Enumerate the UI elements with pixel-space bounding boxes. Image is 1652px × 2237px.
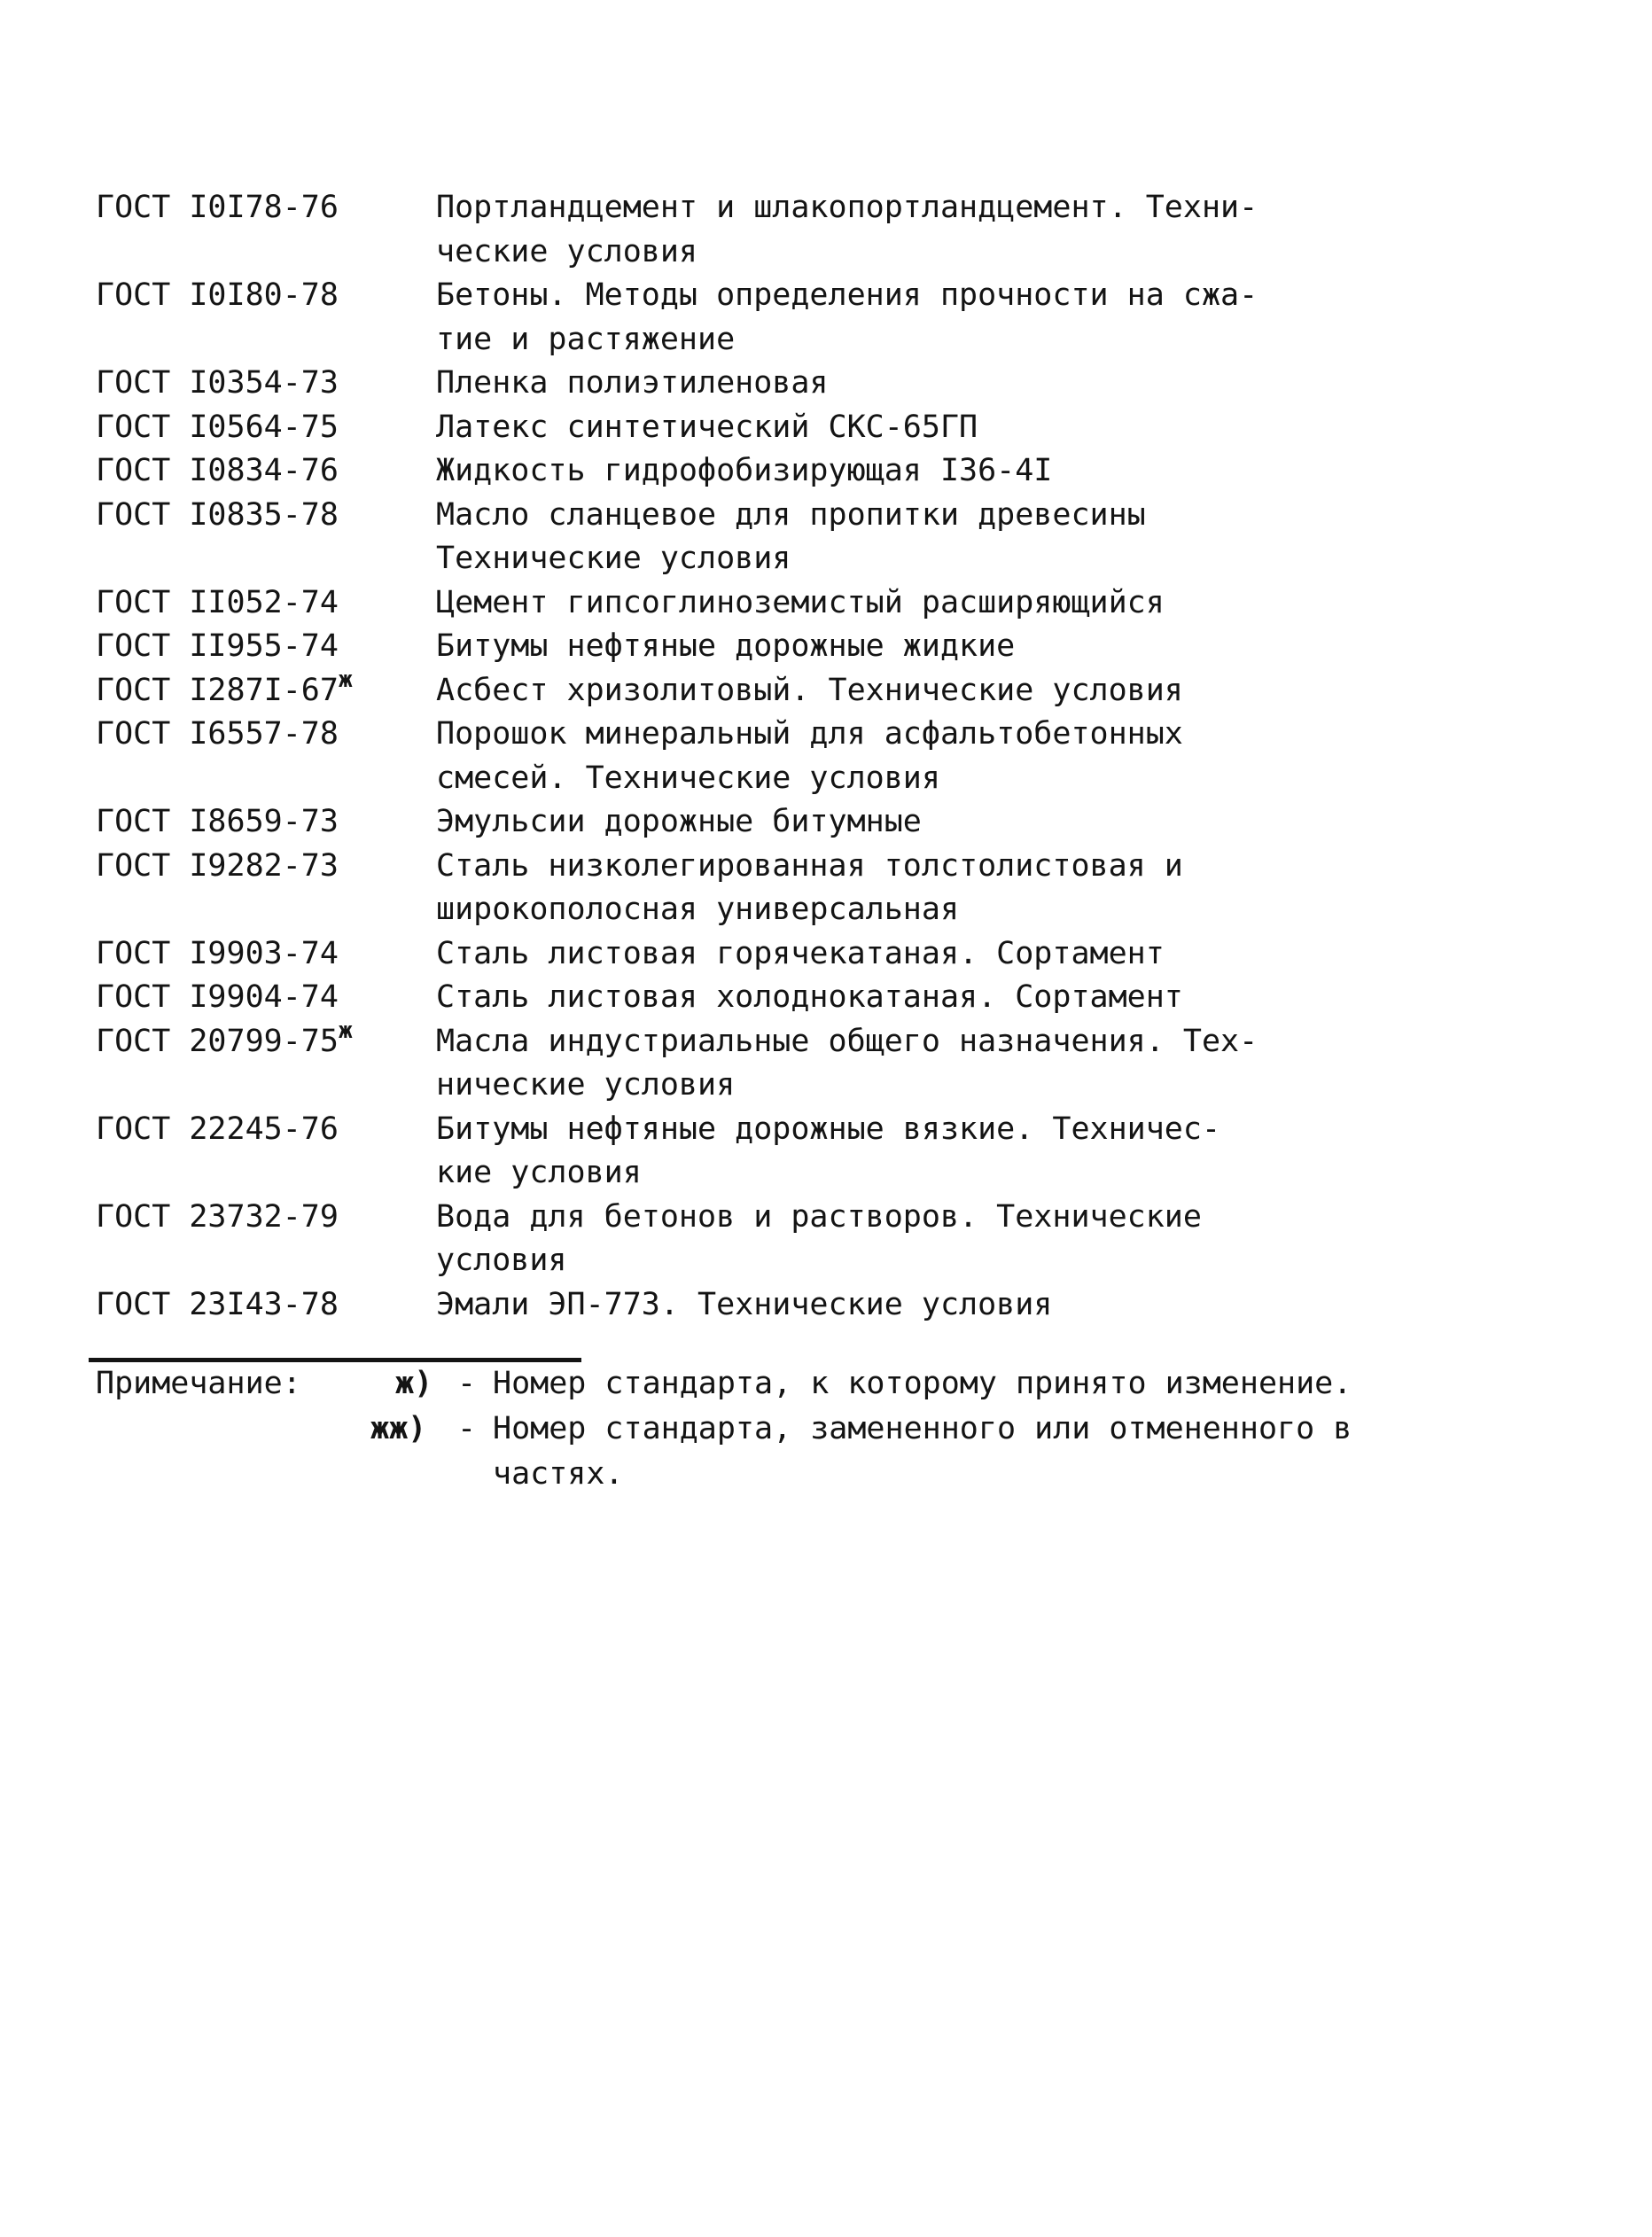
- standard-title-line: Масло сланцевое для пропитки древесины: [436, 496, 1146, 533]
- standard-code-text: ГОСТ 23732-79: [96, 1198, 339, 1235]
- standard-title-line: Масла индустриальные общего назначения. Тех-: [436, 1023, 1258, 1059]
- standard-title-line: широкополосная универсальная: [436, 892, 960, 927]
- standard-entry: [96, 713, 1248, 800]
- standard-code: [96, 274, 436, 318]
- standard-title-line: Битумы нефтяные дорожные вязкие. Техничес-: [436, 1111, 1221, 1147]
- standard-code: [96, 625, 436, 669]
- standard-title: [436, 1020, 1258, 1108]
- standard-title-line: ческие условия: [436, 233, 698, 269]
- standard-title-line: Вода для бетонов и растворов. Технические: [436, 1198, 1202, 1235]
- standard-code: [96, 406, 436, 450]
- standard-entry: [96, 625, 1248, 669]
- standard-code-text: ГОСТ I0I78-76: [96, 190, 339, 225]
- standard-code-text: ГОСТ I0834-76: [96, 453, 339, 488]
- standard-code: [96, 976, 436, 1020]
- standard-code-text: ГОСТ I0835-78: [96, 496, 339, 533]
- standard-code: [96, 494, 436, 538]
- standard-title-line: условия: [436, 1243, 567, 1278]
- standard-title-line: Сталь листовая холоднокатаная. Сортамент: [436, 979, 1183, 1015]
- standard-entry: [96, 845, 1248, 932]
- standard-entry: [96, 1196, 1248, 1283]
- standard-title-line: Сталь низколегированная толстолистовая и: [436, 847, 1183, 884]
- standard-entry: [96, 1283, 1248, 1328]
- footnote-text: Номер стандарта, к которому принято изменение.: [493, 1366, 1352, 1401]
- standard-entry: [96, 494, 1248, 581]
- standard-title: [436, 186, 1258, 274]
- standard-code-text: ГОСТ I8659-73: [96, 804, 339, 839]
- standard-code-text: ГОСТ I0I80-78: [96, 277, 339, 313]
- footnote-label-spacer: [96, 1407, 395, 1452]
- standard-code: [96, 845, 436, 889]
- standard-title: [436, 581, 1243, 626]
- standard-entry: [96, 1108, 1248, 1196]
- standard-code: [96, 713, 436, 757]
- footnote-continuation: частях.: [493, 1456, 624, 1492]
- standard-entry: [96, 932, 1248, 977]
- standard-code: [96, 932, 436, 977]
- standard-title-line: Бетоны. Методы определения прочности на сжа-: [436, 277, 1258, 313]
- standard-title-line: Эмали ЭП-773. Технические условия: [436, 1286, 1053, 1322]
- standard-title-line: Технические условия: [436, 541, 791, 576]
- standard-title: [436, 669, 1243, 713]
- footnote-text: Номер стандарта, замененного или отмененного в: [493, 1411, 1352, 1446]
- footnote-dash: -: [457, 1411, 477, 1446]
- standard-title-line: Пленка полиэтиленовая: [436, 365, 829, 401]
- standard-title: [436, 1108, 1243, 1196]
- standard-title-line: Порошок минеральный для асфальтобетонных: [436, 716, 1183, 752]
- standard-code: [96, 1017, 436, 1064]
- footnote-row: [96, 1407, 1352, 1452]
- standard-title: [436, 800, 1243, 845]
- standard-title-line: Эмульсии дорожные битумные: [436, 804, 922, 839]
- standard-code: [96, 186, 436, 230]
- standard-code-text: ГОСТ 22245-76: [96, 1111, 339, 1147]
- standard-title-line: Портландцемент и шлакопортландцемент. Техни-: [436, 190, 1258, 225]
- footnote-dash: -: [457, 1366, 477, 1401]
- footnote-label: Примечание:: [96, 1366, 301, 1401]
- amendment-mark: ж: [338, 1017, 353, 1044]
- standard-entry: [96, 666, 1248, 713]
- standard-title: [436, 845, 1243, 932]
- standard-title: [436, 274, 1258, 362]
- standard-entry: [96, 406, 1248, 450]
- standard-code-text: ГОСТ I9904-74: [96, 979, 339, 1015]
- standard-code: [96, 449, 436, 494]
- standard-title: [436, 1196, 1243, 1283]
- standard-code-text: ГОСТ 20799-75: [96, 1023, 339, 1059]
- footnote-mark: жж): [370, 1411, 427, 1446]
- standard-code-text: ГОСТ I6557-78: [96, 716, 339, 752]
- standard-title-line: Асбест хризолитовый. Технические условия: [436, 672, 1183, 708]
- standards-list: [96, 186, 1258, 1327]
- amendment-mark: ж: [338, 666, 353, 693]
- standard-title: [436, 406, 1243, 450]
- footnote-mark: ж): [395, 1366, 433, 1401]
- standard-title-line: Битумы нефтяные дорожные жидкие: [436, 628, 1016, 664]
- standard-code-text: ГОСТ 23I43-78: [96, 1286, 339, 1322]
- standard-title-line: тие и растяжение: [436, 321, 736, 357]
- standard-title: [436, 449, 1243, 494]
- standard-title-line: Сталь листовая горячекатаная. Сортамент: [436, 935, 1165, 971]
- standard-entry: [96, 362, 1248, 406]
- standard-title-line: смесей. Технические условия: [436, 760, 940, 796]
- footnote-row: [96, 1361, 1352, 1407]
- standard-title: [436, 976, 1243, 1020]
- standard-title: [436, 713, 1243, 800]
- standard-title-line: Жидкость гидрофобизирующая I36-4I: [436, 453, 1053, 488]
- standard-entry: [96, 976, 1248, 1020]
- standard-title: [436, 494, 1243, 581]
- standard-entry: [96, 800, 1248, 845]
- standard-code: [96, 1196, 436, 1240]
- standard-entry: [96, 274, 1258, 362]
- standard-code-text: ГОСТ I9282-73: [96, 847, 339, 884]
- standard-title-line: нические условия: [436, 1067, 736, 1103]
- standard-code-text: ГОСТ I0354-73: [96, 365, 339, 401]
- standard-entry: [96, 449, 1248, 494]
- standard-title-line: Цемент гипсоглиноземистый расширяющийся: [436, 584, 1165, 620]
- standard-entry: [96, 186, 1258, 274]
- standard-title-line: кие условия: [436, 1155, 642, 1190]
- standard-code: [96, 800, 436, 845]
- standard-code-text: ГОСТ II052-74: [96, 584, 339, 620]
- standard-code-text: ГОСТ I287I-67: [96, 672, 339, 708]
- standard-code-text: ГОСТ I9903-74: [96, 935, 339, 971]
- standard-code: [96, 1108, 436, 1152]
- standard-code-text: ГОСТ II955-74: [96, 628, 339, 664]
- standard-title: [436, 1283, 1243, 1328]
- standard-code: [96, 581, 436, 626]
- standard-title: [436, 362, 1243, 406]
- standard-code: [96, 362, 436, 406]
- footnote-block: [96, 1361, 1352, 1497]
- standard-title-line: Латекс синтетический СКС-65ГП: [436, 409, 978, 445]
- standard-title: [436, 625, 1243, 669]
- standard-entry: [96, 581, 1248, 626]
- standard-code: [96, 1283, 436, 1328]
- standard-title: [436, 932, 1243, 977]
- standard-code: [96, 666, 436, 713]
- standard-entry: [96, 1017, 1258, 1108]
- standard-code-text: ГОСТ I0564-75: [96, 409, 339, 445]
